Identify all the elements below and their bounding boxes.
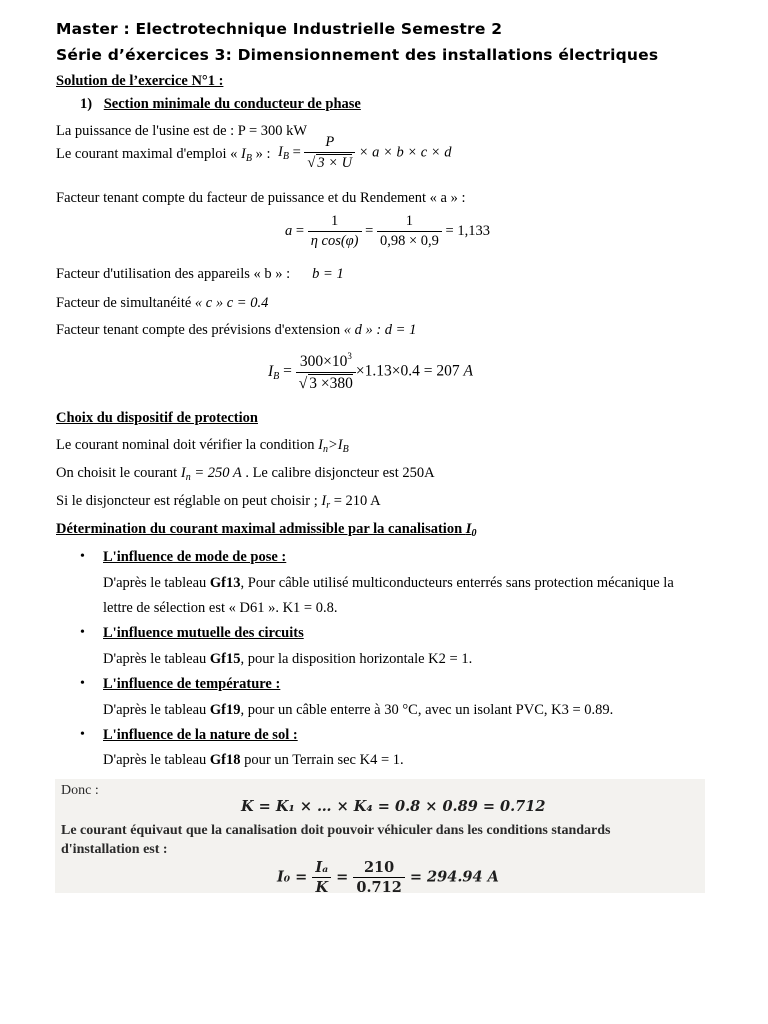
donc-label: Donc : <box>61 783 99 798</box>
factor-c-line: Facteur de simultanéité « c » c = 0.4 <box>56 295 269 311</box>
influence-2-title: L'influence mutuelle des circuits <box>103 625 304 641</box>
protection-line-1: Le courant nominal doit vérifier la condition $I_n>I_B$ <box>56 437 349 455</box>
ib-calculation: $I_B$ = $\frac{300\times 10^3}{√ 3 \times 380}$ ×1.13×0.4 = 207 A <box>268 351 473 392</box>
section1-title: Section minimale du conducteur de phase <box>103 96 361 112</box>
scanned-conclusion-block <box>55 779 705 896</box>
influence-4-title: L'influence de la nature de sol : <box>103 727 298 743</box>
document-header-title: Master : Electrotechnique Industrielle Semestre 2 <box>56 20 503 38</box>
factor-d-line: Facteur tenant compte des prévisions d'extension « d » : d = 1 <box>56 322 417 338</box>
influence-1-line-1: D'après le tableau Gf13, Pour câble utilisé multiconducteurs enterrés sans protection mécanique la <box>103 575 674 591</box>
bullet-icon: • <box>80 676 85 691</box>
conclusion-text-line-1: Le courant équivaut que la canalisation doit pouvoir véhiculer dans les conditions standards <box>61 823 611 838</box>
bullet-icon: • <box>80 625 85 640</box>
influence-1-line-2: lettre de sélection est « D61 ». K1 = 0.8. <box>103 600 338 616</box>
factor-b-line: Facteur d'utilisation des appareils « b » : b = 1 <box>56 266 344 282</box>
influence-2-line-1: D'après le tableau Gf15, pour la disposition horizontale K2 = 1. <box>103 651 473 667</box>
i0-formula: I₀ = $\frac{\text{Iₐ}}{K}$ = $\frac{210}{0.712}$ = 294.94 A <box>277 859 499 896</box>
influence-4-line-1: D'après le tableau Gf18 pour un Terrain sec K4 = 1. <box>103 752 404 768</box>
factor-a-description: Facteur tenant compte du facteur de puissance et du Rendement « a » : <box>56 190 466 206</box>
bullet-icon: • <box>80 727 85 742</box>
bullet-icon: • <box>80 549 85 564</box>
protection-line-3: Si le disjoncteur est réglable on peut choisir ; $I_r = 210$ A <box>56 493 381 511</box>
current-formula-fraction: $\frac{P}{√ 3 \times U}$ <box>304 134 355 172</box>
solution-title: Solution de l’exercice N°1 : <box>56 73 224 89</box>
current-text-after: » : <box>251 146 271 162</box>
section1-number: 1) <box>80 96 93 112</box>
power-line: La puissance de l'usine est de : P = 300 kW <box>56 123 308 139</box>
current-text-before: Le courant maximal d'emploi « <box>56 146 242 162</box>
determination-title: Détermination du courant maximal admissible par la canalisation $I_0$ <box>56 521 477 539</box>
conclusion-text-line-2: d'installation est : <box>61 842 168 857</box>
document-header-subtitle: Série d’éxercices 3: Dimensionnement des installations électriques <box>56 46 659 64</box>
protection-title: Choix du dispositif de protection <box>56 410 258 426</box>
k-product-formula: K = K₁ × … × K₄ = 0.8 × 0.89 = 0.712 <box>241 798 546 815</box>
current-symbol: $I_B$ <box>241 146 252 164</box>
influence-3-title: L'influence de température : <box>103 676 281 692</box>
section1-heading <box>80 96 361 113</box>
factor-a-formula: a = $\frac{1}{\text{η cos(φ)}}$ = $\frac{1}{0,98 \times 0,9}$ = 1,133 <box>285 213 490 249</box>
influence-1-title: L'influence de mode de pose : <box>103 549 287 565</box>
current-line <box>56 146 271 164</box>
current-formula: $I_B$ = $\frac{P}{√ 3 \times U}$ × a × b × c × d <box>278 134 452 171</box>
protection-line-2: On choisit le courant $I_n = 250$ A . Le calibre disjoncteur est 250A <box>56 465 435 483</box>
influence-3-line-1: D'après le tableau Gf19, pour un câble enterre à 30 °C, avec un isolant PVC, K3 = 0.89. <box>103 702 614 718</box>
